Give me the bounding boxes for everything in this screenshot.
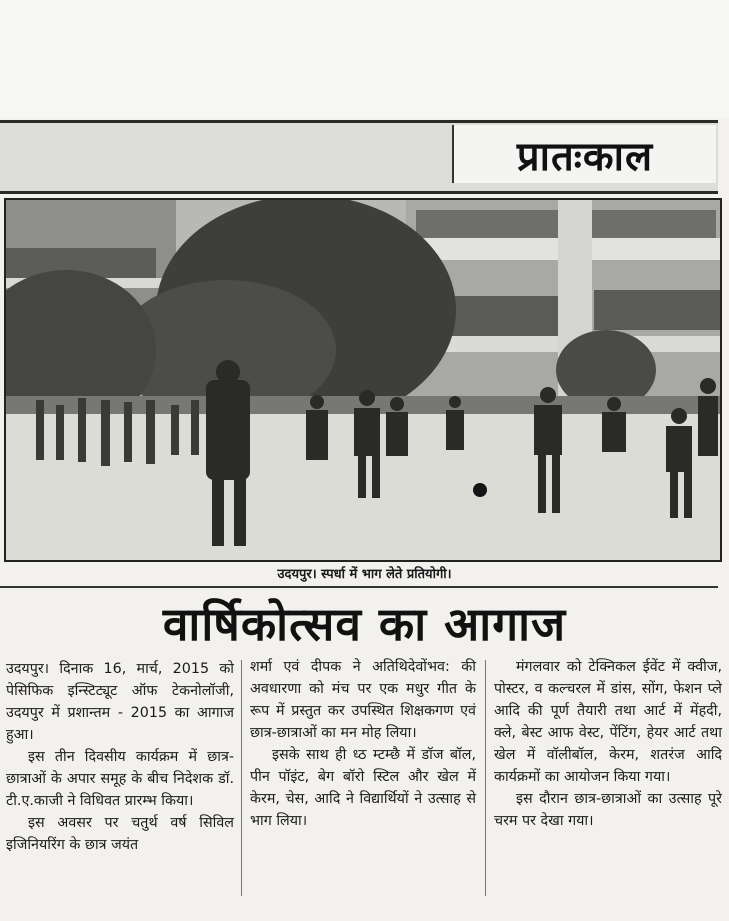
campus-sports-photo (6, 200, 720, 560)
paragraph: इस अवसर पर चतुर्थ वर्ष सिविल इजिनियरिंग के छात्र जयंत (6, 815, 234, 853)
masthead (452, 125, 716, 183)
article-column-1 (6, 658, 234, 856)
column-divider (241, 660, 242, 896)
column-divider (485, 660, 486, 896)
paragraph: मंगलवार को टेक्निकल ईवेंट में क्वीज, पोस्टर, व कल्चरल में डांस, सोंग, फेशन प्ले आदि की पूर्ण तैयारी तथा आर्ट में मेंहदी, क्ले, बेस्ट आफ वेस्ट, पेंटिंग, हेयर आर्ट तथा खेल में वॉलीबॉल, केरम, शतरंज आदि कार्यक्रमों का आयोजन किया गया। (494, 659, 722, 785)
article-column-3 (494, 656, 722, 832)
paragraph: इस दौरान छात्र-छात्राओं का उत्साह पूरे चरम पर देखा गया। (494, 791, 722, 829)
article-column-2 (250, 656, 476, 832)
photo-caption: उदयपुर। स्पर्धा में भाग लेते प्रतियोगी। (277, 567, 452, 582)
divider-line (0, 586, 718, 588)
ball (473, 483, 487, 497)
newspaper-title: प्रातःकाल (516, 132, 654, 180)
headline: वार्षिकोत्सव का आगाज (162, 597, 567, 651)
paragraph: शर्मा एवं दीपक ने अतिथिदेवोंभव: की अवधारणा को मंच पर एक मधुर गीत के रूप में प्रस्तुत कर उपस्थित शिक्षकगण एवं छात्र-छात्राओं का मन मोह लिया। (250, 659, 476, 741)
paragraph: इस तीन दिवसीय कार्यक्रम में छात्र-छात्राओं के अपार समूह के बीच निदेशक डॉ. टी.ए.काजी ने विधिवत प्रारम्भ किया। (6, 749, 234, 809)
paragraph: उदयपुर। दिनाक 16, मार्च, 2015 को पेसिफिक इन्स्टिट्यूट ऑफ टेकनोलॉजी, उदयपुर में प्रशान्तम - 2015 का आगाज हुआ। (6, 661, 234, 743)
newsprint-margin (0, 0, 729, 118)
news-photo (4, 198, 722, 562)
paragraph: इसके साथ ही ध्ठ म्टम्छै में डॉज बॉल, पीन पॉइंट, बेग बॉरो स्टिल और खेल में केरम, चेस, आदि ने विद्यार्थियों ने उत्साह से भाग लिया। (250, 747, 476, 829)
